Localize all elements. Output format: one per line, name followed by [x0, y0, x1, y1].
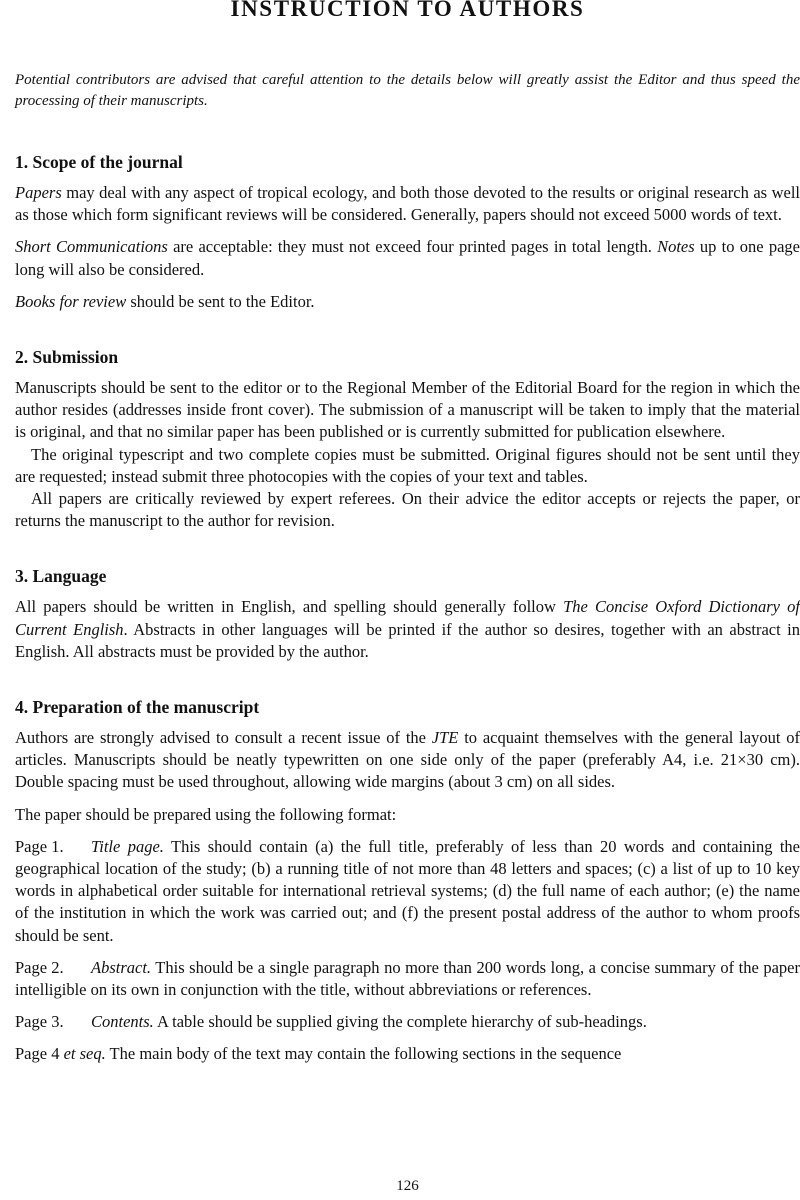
page-3-term: Contents.	[91, 1012, 154, 1032]
language-text-a: All papers should be written in English, and spelling should generally follow	[15, 597, 564, 617]
papers-term: Papers	[15, 183, 62, 202]
short-comm-term: Short Communications	[15, 237, 168, 257]
page-1-term: Title page.	[91, 836, 164, 856]
language-text-b: . Abstracts in other languages will be printed if the author so desires, together with an abstract in English. All abstracts must be provided by the author.	[15, 619, 800, 661]
page-title: INSTRUCTION TO AUTHORS	[230, 0, 585, 21]
submission-paragraph-3: All papers are critically reviewed by expert referees. On their advice the editor accepts or rejects the paper, or returns the manuscript to the author for revision.	[15, 489, 800, 531]
preparation-paragraph-2: The paper should be prepared using the following format:	[15, 804, 397, 824]
page-number: 126	[396, 1178, 419, 1194]
books-text: should be sent to the Editor.	[126, 291, 315, 311]
page-1-text: This should contain (a) the full title, preferably of less than 20 words and containing the geographical location of the study; (b) a running title of not more than 48 letters and spaces; (c) a list of up to 10 key words in alphabetical order suitable for international retrieval systems; (d) the full name of each author; (e) the name of the institution in which the work was carried out; and (f) the present postal address of the author to whom proofs should be sent.	[15, 836, 800, 945]
papers-text: may deal with any aspect of tropical ecology, and both those devoted to the results or original research as well as those which form significant reviews will be considered. Generally, papers should not exceed 5000 words of text.	[15, 183, 800, 225]
page-1-label: Page 1.	[15, 836, 64, 856]
section-heading-scope: 1. Scope of the journal	[15, 152, 183, 172]
scope-short-comm-paragraph	[15, 236, 800, 280]
books-term: Books for review	[15, 291, 127, 311]
notes-text: up to one page long will also be considered.	[15, 237, 800, 279]
intro-paragraph: Potential contributors are advised that careful attention to the details below will greatly assist the Editor and thus speed the processing of their manuscripts.	[15, 72, 800, 109]
page-2-term: Abstract.	[91, 957, 152, 977]
section-heading-submission: 2. Submission	[15, 347, 119, 368]
scope-books-paragraph	[15, 291, 800, 313]
format-page-1	[15, 836, 800, 947]
preparation-text-b: to acquaint themselves with the general layout of articles. Manuscripts should be neatly typewritten on one side only of the paper (preferably A4, i.e. 21×30 cm). Double spacing must be used throughout, allowing wide margins (about 3 cm) on all sides.	[15, 728, 800, 792]
page-4-label: Page 4	[15, 1044, 64, 1064]
section-heading-language: 3. Language	[15, 566, 107, 587]
page-2-text: This should be a single paragraph no more than 200 words long, a concise summary of the paper intelligible on its own in conjunction with the title, without abbreviations or references.	[15, 957, 800, 1000]
notes-term: Notes	[657, 237, 695, 257]
preparation-text-a: Authors are strongly advised to consult a recent issue of the	[15, 728, 432, 748]
language-paragraph	[15, 596, 800, 663]
short-comm-text: are acceptable: they must not exceed four printed pages in total length.	[167, 237, 658, 257]
preparation-paragraph-1	[15, 727, 800, 794]
dictionary-title: The Concise Oxford Dictionary of Current English	[15, 597, 800, 639]
journal-abbrev: JTE	[431, 728, 459, 748]
format-page-3	[15, 1011, 800, 1033]
page-2-label: Page 2.	[15, 957, 64, 977]
format-page-2	[15, 957, 800, 1001]
scope-papers-paragraph	[15, 182, 800, 226]
page-3-label: Page 3.	[15, 1012, 64, 1032]
page-3-text: A table should be supplied giving the complete hierarchy of sub-headings.	[153, 1012, 647, 1032]
page-4-text: The main body of the text may contain the following sections in the sequence	[105, 1044, 622, 1064]
page-4-term: et seq.	[63, 1044, 106, 1064]
submission-paragraph-2: The original typescript and two complete copies must be submitted. Original figures should not be sent until they are requested; instead submit three photocopies with the copies of your text and tables.	[15, 444, 800, 486]
document-body	[15, 70, 800, 1066]
section-heading-preparation: 4. Preparation of the manuscript	[15, 697, 260, 718]
format-page-4	[15, 1043, 800, 1065]
submission-paragraph-1: Manuscripts should be sent to the editor or to the Regional Member of the Editorial Board for the region in which the author resides (addresses inside front cover). The submission of a manuscript will be taken to imply that the material is original, and that no similar paper has been published or is currently submitted for publication elsewhere.	[15, 378, 800, 442]
